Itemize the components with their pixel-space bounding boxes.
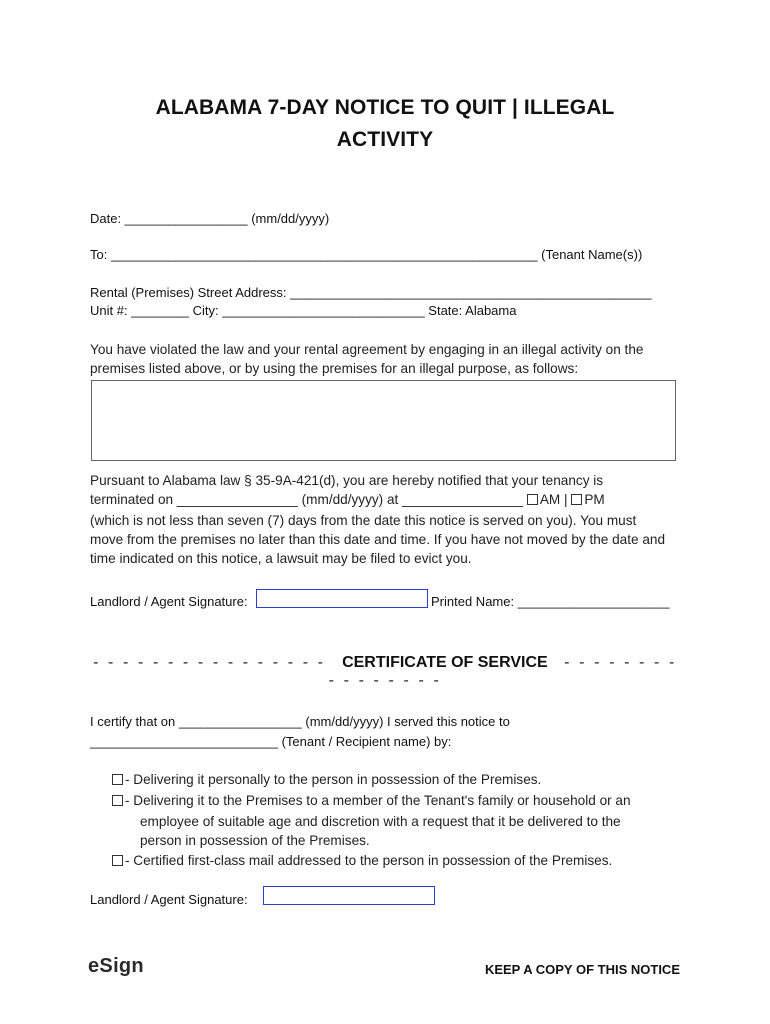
- certificate-signature-label: Landlord / Agent Signature:: [90, 892, 248, 907]
- document-title: [60, 92, 710, 156]
- pursuant-text-line-5: time indicated on this notice, a lawsuit may be filed to evict you.: [90, 551, 472, 566]
- option-2-text-line-3: person in possession of the Premises.: [140, 833, 370, 848]
- pm-checkbox[interactable]: [571, 494, 582, 505]
- printed-name-field-line[interactable]: Printed Name: _____________________: [431, 594, 670, 609]
- termination-date-time-fields[interactable]: terminated on ________________ (mm/dd/yyyy) at ________________: [90, 492, 524, 507]
- option-3-text: - Certified first-class mail addressed to the person in possession of the Premises.: [125, 853, 613, 868]
- service-option-family: [112, 791, 631, 811]
- dashes-right: - - - - - - - - - - - - - - - -: [328, 654, 677, 689]
- pursuant-text-line-4: move from the premises no later than this date and time. If you have not moved by the date and: [90, 532, 666, 547]
- title-line-2: ACTIVITY: [336, 128, 434, 151]
- certified-mail-checkbox[interactable]: [112, 855, 123, 866]
- option-1-text: - Delivering it personally to the person in possession of the Premises.: [125, 772, 542, 787]
- street-address-field-line[interactable]: Rental (Premises) Street Address: __________________________________________________: [90, 285, 652, 300]
- pm-label: PM: [584, 492, 605, 507]
- dashes-left: - - - - - - - - - - - - - - - -: [93, 654, 326, 671]
- landlord-signature-label: Landlord / Agent Signature:: [90, 594, 248, 609]
- service-option-personal: [112, 770, 541, 790]
- certify-line-1[interactable]: I certify that on _________________ (mm/dd/yyyy) I served this notice to: [90, 714, 510, 729]
- certify-line-2[interactable]: __________________________ (Tenant / Recipient name) by:: [90, 734, 452, 749]
- am-checkbox[interactable]: [527, 494, 538, 505]
- title-line-1: ALABAMA 7-DAY NOTICE TO QUIT | ILLEGAL: [155, 96, 615, 119]
- certificate-title: CERTIFICATE OF SERVICE: [342, 654, 548, 671]
- personal-delivery-checkbox[interactable]: [112, 774, 123, 785]
- esign-logo: eSign: [88, 955, 144, 977]
- pursuant-text-line-1: Pursuant to Alabama law § 35-9A-421(d), you are hereby notified that your tenancy is: [90, 473, 604, 488]
- tenant-name-field-line[interactable]: To: ___________________________________________________________ (Tenant Name(s)): [90, 247, 643, 262]
- pursuant-text-line-3: (which is not less than seven (7) days from the date this notice is served on you). You must: [90, 513, 637, 528]
- landlord-signature-field[interactable]: [256, 589, 428, 608]
- date-field-line[interactable]: Date: _________________ (mm/dd/yyyy): [90, 211, 330, 226]
- illegal-activity-description-box[interactable]: [91, 380, 676, 461]
- termination-date-time-line: [90, 490, 605, 510]
- keep-copy-notice: KEEP A COPY OF THIS NOTICE: [484, 962, 680, 977]
- certificate-signature-field[interactable]: [263, 886, 435, 905]
- violation-text-line-1: You have violated the law and your rental agreement by engaging in an illegal activity on the: [90, 342, 644, 357]
- am-label: AM |: [539, 492, 568, 507]
- certificate-heading: [90, 654, 680, 690]
- service-option-mail: [112, 851, 612, 871]
- family-delivery-checkbox[interactable]: [112, 795, 123, 806]
- unit-city-state-line[interactable]: Unit #: ________ City: ____________________________ State: Alabama: [90, 303, 517, 318]
- option-2-text-line-2: employee of suitable age and discretion with a request that it be delivered to the: [140, 814, 621, 829]
- violation-text-line-2: premises listed above, or by using the premises for an illegal purpose, as follows:: [90, 361, 579, 376]
- option-2-text-line-1: - Delivering it to the Premises to a member of the Tenant's family or household or an: [125, 793, 631, 808]
